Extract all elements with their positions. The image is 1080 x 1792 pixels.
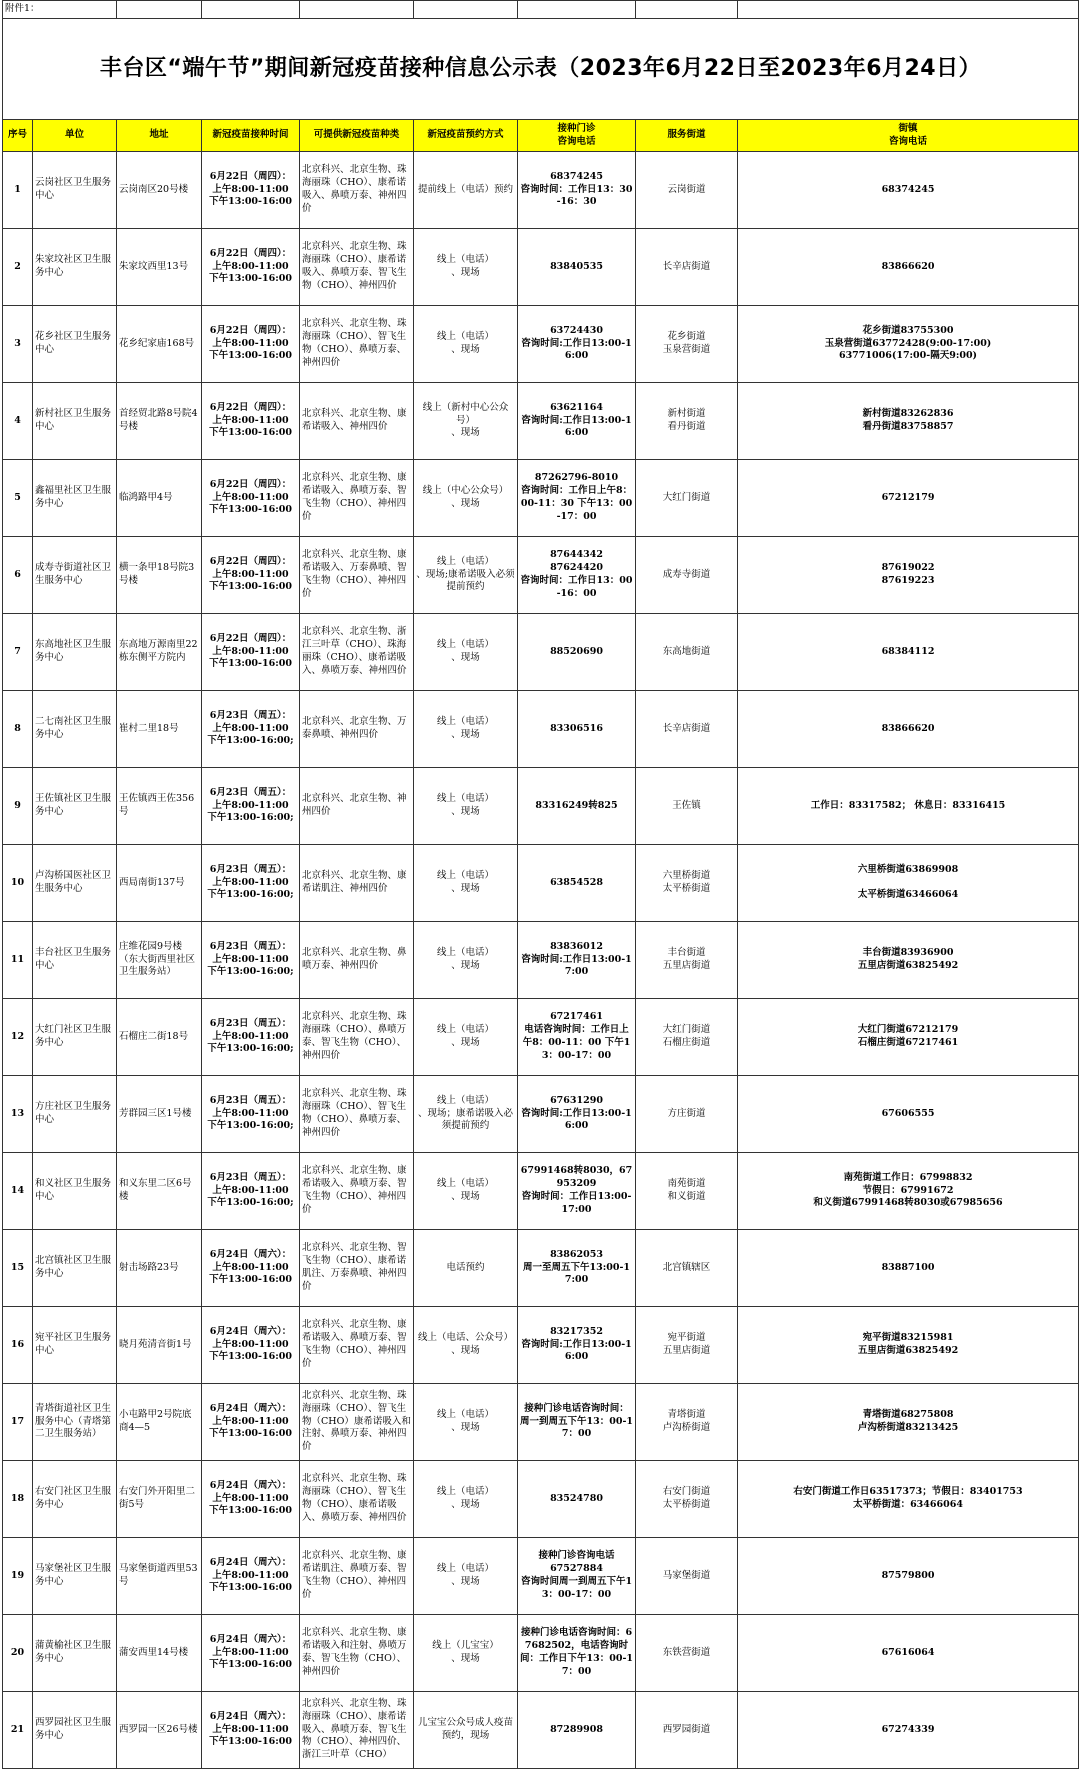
cell-time: 6月23日（周五）： 上午8:00-11:00 下午13:00-16:00; xyxy=(202,922,300,999)
cell-vaccines: 北京科兴、北京生物、神州四价 xyxy=(300,768,414,845)
cell-street-phone: 83866620 xyxy=(738,229,1079,306)
table-row xyxy=(3,1538,1079,1615)
header-unit: 单位 xyxy=(33,120,117,152)
cell-booking: 线上（电话） 、现场；康希诺吸入必须提前预约 xyxy=(414,1076,518,1153)
cell-street: 云岗街道 xyxy=(636,152,738,229)
cell-street: 马家堡街道 xyxy=(636,1538,738,1615)
cell-time: 6月23日（周五）： 上午8:00-11:00 下午13:00-16:00; xyxy=(202,845,300,922)
header-address: 地址 xyxy=(117,120,202,152)
cell-time: 6月24日（周六）： 上午8:00-11:00 下午13:00-16:00 xyxy=(202,1615,300,1692)
cell-booking: 电话预约 xyxy=(414,1230,518,1307)
cell-unit: 王佐镇社区卫生服务中心 xyxy=(33,768,117,845)
cell-address: 马家堡街道西里53号 xyxy=(117,1538,202,1615)
table-row xyxy=(3,1384,1079,1461)
cell-vaccines: 北京科兴、北京生物、万泰鼻喷、神州四价 xyxy=(300,691,414,768)
cell-street-phone: 68374245 xyxy=(738,152,1079,229)
cell-seq: 1 xyxy=(3,152,33,229)
cell-booking: 线上（电话） 、现场 xyxy=(414,1538,518,1615)
cell-clinic-phone: 87289908 xyxy=(518,1692,636,1769)
cell-street-phone: 六里桥街道63869908 太平桥街道63466064 xyxy=(738,845,1079,922)
cell-street: 青塔街道 卢沟桥街道 xyxy=(636,1384,738,1461)
vaccine-info-table xyxy=(2,0,1079,1769)
cell-street-phone: 花乡街道83755300 玉泉营街道63772428(9:00-17:00) 63771006(17:00-隔天9:00) xyxy=(738,306,1079,383)
cell-street-phone: 大红门街道67212179 石榴庄街道67217461 xyxy=(738,999,1079,1076)
cell-booking: 线上（电话） 、现场 xyxy=(414,306,518,383)
cell-seq: 16 xyxy=(3,1307,33,1384)
cell-seq: 21 xyxy=(3,1692,33,1769)
table-row xyxy=(3,1692,1079,1769)
cell-unit: 新村社区卫生服务中心 xyxy=(33,383,117,460)
table-row xyxy=(3,306,1079,383)
cell-time: 6月22日（周四）： 上午8:00-11:00 下午13:00-16:00 xyxy=(202,614,300,691)
cell-address: 云岗南区20号楼 xyxy=(117,152,202,229)
cell-seq: 7 xyxy=(3,614,33,691)
cell-booking: 线上（电话） 、现场 xyxy=(414,1384,518,1461)
cell-vaccines: 北京科兴、北京生物、康希诺吸入、鼻喷万泰、智飞生物（CHO）、神州四价 xyxy=(300,460,414,537)
cell-seq: 2 xyxy=(3,229,33,306)
table-row xyxy=(3,768,1079,845)
cell-street: 宛平街道 五里店街道 xyxy=(636,1307,738,1384)
cell-clinic-phone: 88520690 xyxy=(518,614,636,691)
cell-unit: 东高地社区卫生服务中心 xyxy=(33,614,117,691)
cell-unit: 丰台社区卫生服务中心 xyxy=(33,922,117,999)
table-row xyxy=(3,1307,1079,1384)
cell-seq: 6 xyxy=(3,537,33,614)
cell-time: 6月24日（周六）： 上午8:00-11:00 下午13:00-16:00 xyxy=(202,1230,300,1307)
cell-street-phone: 工作日：83317582； 休息日：83316415 xyxy=(738,768,1079,845)
cell-unit: 方庄社区卫生服务中心 xyxy=(33,1076,117,1153)
cell-clinic-phone: 接种门诊电话咨询时间：周一到周五下午13：00-17：00 xyxy=(518,1384,636,1461)
cell-clinic-phone: 87644342 87624420 咨询时间：工作日13：00-16：00 xyxy=(518,537,636,614)
cell-address: 庄维花园9号楼（东大街西里社区卫生服务站） xyxy=(117,922,202,999)
cell-unit: 大红门社区卫生服务中心 xyxy=(33,999,117,1076)
cell-time: 6月22日（周四）： 上午8:00-11:00 下午13:00-16:00 xyxy=(202,152,300,229)
cell-seq: 11 xyxy=(3,922,33,999)
cell-street: 六里桥街道 太平桥街道 xyxy=(636,845,738,922)
cell-seq: 18 xyxy=(3,1461,33,1538)
cell-vaccines: 北京科兴、北京生物、康希诺吸入、万泰鼻喷、智飞生物（CHO）、神州四价 xyxy=(300,537,414,614)
cell-street: 大红门街道 石榴庄街道 xyxy=(636,999,738,1076)
cell-address: 和义东里二区6号楼 xyxy=(117,1153,202,1230)
attachment-row xyxy=(3,1,1079,19)
cell-clinic-phone: 83836012 咨询时间:工作日13:00-17:00 xyxy=(518,922,636,999)
cell-street-phone: 南苑街道工作日：67998832 节假日：67991672 和义街道67991468转8030或67985656 xyxy=(738,1153,1079,1230)
cell-time: 6月24日（周六）： 上午8:00-11:00 下午13:00-16:00 xyxy=(202,1307,300,1384)
cell-clinic-phone: 63854528 xyxy=(518,845,636,922)
cell-time: 6月22日（周四）： 上午8:00-11:00 下午13:00-16:00 xyxy=(202,229,300,306)
cell-vaccines: 北京科兴、北京生物、鼻喷万泰、神州四价 xyxy=(300,922,414,999)
cell-vaccines: 北京科兴、北京生物、康希诺吸入、神州四价 xyxy=(300,383,414,460)
cell-booking: 线上（电话） 、现场 xyxy=(414,1153,518,1230)
cell-street-phone: 67616064 xyxy=(738,1615,1079,1692)
table-row xyxy=(3,1615,1079,1692)
cell-clinic-phone: 67991468转8030，67953209 咨询时间：工作日13:00-17:00 xyxy=(518,1153,636,1230)
cell-seq: 14 xyxy=(3,1153,33,1230)
cell-booking: 线上（电话、公众号） 、现场 xyxy=(414,1307,518,1384)
cell-address: 东高地万源南里22栋东侧平方院内 xyxy=(117,614,202,691)
cell-address: 西局南街137号 xyxy=(117,845,202,922)
cell-time: 6月24日（周六）： 上午8:00-11:00 下午13:00-16:00 xyxy=(202,1384,300,1461)
cell-unit: 成寿寺街道社区卫生服务中心 xyxy=(33,537,117,614)
cell-vaccines: 北京科兴、北京生物、珠海丽珠（CHO）、康希诺吸入、鼻喷万泰、智飞生物（CHO）、神州四价 xyxy=(300,229,414,306)
cell-seq: 10 xyxy=(3,845,33,922)
cell-booking: 线上（电话） 、现场 xyxy=(414,768,518,845)
cell-unit: 二七南社区卫生服务中心 xyxy=(33,691,117,768)
cell-unit: 蒲黄榆社区卫生服务中心 xyxy=(33,1615,117,1692)
header-clinic-phone: 接种门诊 咨询电话 xyxy=(518,120,636,152)
cell-street-phone: 新村街道83262836 看丹街道83758857 xyxy=(738,383,1079,460)
table-row xyxy=(3,1461,1079,1538)
table-row xyxy=(3,845,1079,922)
cell-unit: 右安门社区卫生服务中心 xyxy=(33,1461,117,1538)
cell-booking: 线上（电话） 、现场 xyxy=(414,1461,518,1538)
cell-vaccines: 北京科兴、北京生物、珠海丽珠（CHO）、智飞生物（CHO）康希诺吸入和注射、鼻喷万泰、神州四价 xyxy=(300,1384,414,1461)
header-street-phone: 街镇 咨询电话 xyxy=(738,120,1079,152)
table-row xyxy=(3,152,1079,229)
cell-clinic-phone: 83306516 xyxy=(518,691,636,768)
cell-street-phone: 83887100 xyxy=(738,1230,1079,1307)
cell-time: 6月22日（周四）： 上午8:00-11:00 下午13:00-16:00 xyxy=(202,460,300,537)
attachment-label: 附件1： xyxy=(3,1,117,19)
cell-vaccines: 北京科兴、北京生物、珠海丽珠（CHO）、康希诺吸入、鼻喷万泰、智飞生物（CHO）、神州四价、浙江三叶草（CHO） xyxy=(300,1692,414,1769)
table-row xyxy=(3,614,1079,691)
cell-street: 花乡街道 玉泉营街道 xyxy=(636,306,738,383)
cell-address: 首经贸北路8号院4号楼 xyxy=(117,383,202,460)
cell-address: 临鸿路甲4号 xyxy=(117,460,202,537)
header-street: 服务街道 xyxy=(636,120,738,152)
cell-seq: 9 xyxy=(3,768,33,845)
cell-unit: 宛平社区卫生服务中心 xyxy=(33,1307,117,1384)
cell-clinic-phone: 63724430 咨询时间:工作日13:00-16:00 xyxy=(518,306,636,383)
cell-street: 大红门街道 xyxy=(636,460,738,537)
cell-seq: 19 xyxy=(3,1538,33,1615)
cell-seq: 5 xyxy=(3,460,33,537)
cell-seq: 13 xyxy=(3,1076,33,1153)
cell-address: 朱家坟西里13号 xyxy=(117,229,202,306)
cell-street: 方庄街道 xyxy=(636,1076,738,1153)
cell-clinic-phone: 83316249转825 xyxy=(518,768,636,845)
cell-clinic-phone: 87262796-8010 咨询时间：工作日上午8：00-11：30 下午13：00-17：00 xyxy=(518,460,636,537)
table-row xyxy=(3,999,1079,1076)
cell-booking: 线上（电话） 、现场 xyxy=(414,691,518,768)
cell-street: 东高地街道 xyxy=(636,614,738,691)
cell-street: 东铁营街道 xyxy=(636,1615,738,1692)
cell-street: 新村街道 看丹街道 xyxy=(636,383,738,460)
header-booking: 新冠疫苗预约方式 xyxy=(414,120,518,152)
cell-street-phone: 67606555 xyxy=(738,1076,1079,1153)
cell-time: 6月24日（周六）： 上午8:00-11:00 下午13:00-16:00 xyxy=(202,1692,300,1769)
cell-vaccines: 北京科兴、北京生物、珠海丽珠（CHO）、康希诺吸入、鼻喷万泰、神州四价 xyxy=(300,152,414,229)
cell-time: 6月23日（周五）： 上午8:00-11:00 下午13:00-16:00; xyxy=(202,768,300,845)
cell-clinic-phone: 接种门诊咨询电话 67527884 咨询时间周一到周五下午13：00-17：00 xyxy=(518,1538,636,1615)
cell-address: 王佐镇西王佐356号 xyxy=(117,768,202,845)
cell-booking: 线上（中心公众号） 、现场 xyxy=(414,460,518,537)
cell-street: 成寿寺街道 xyxy=(636,537,738,614)
table-row xyxy=(3,691,1079,768)
title-row xyxy=(3,19,1079,120)
cell-vaccines: 北京科兴、北京生物、珠海丽珠（CHO）、智飞生物（CHO）、鼻喷万泰、神州四价 xyxy=(300,1076,414,1153)
cell-clinic-phone: 接种门诊电话咨询时间：67682502，电话咨询时间：工作日下午13：00-17：00 xyxy=(518,1615,636,1692)
cell-seq: 3 xyxy=(3,306,33,383)
cell-street: 王佐镇 xyxy=(636,768,738,845)
page-title: 丰台区“端午节”期间新冠疫苗接种信息公示表（2023年6月22日至2023年6月24日） xyxy=(3,19,1079,120)
cell-clinic-phone: 67631290 咨询时间:工作日13:00-16:00 xyxy=(518,1076,636,1153)
cell-seq: 4 xyxy=(3,383,33,460)
cell-street: 长辛店街道 xyxy=(636,691,738,768)
cell-vaccines: 北京科兴、北京生物、浙江三叶草（CHO）、珠海丽珠（CHO）、康希诺吸入、鼻喷万泰、神州四价 xyxy=(300,614,414,691)
cell-vaccines: 北京科兴、北京生物、康希诺吸入和注射、鼻喷万泰、智飞生物（CHO）、神州四价 xyxy=(300,1615,414,1692)
cell-booking: 线上（儿宝宝） 、现场 xyxy=(414,1615,518,1692)
cell-time: 6月22日（周四）： 上午8:00-11:00 下午13:00-16:00 xyxy=(202,383,300,460)
cell-seq: 8 xyxy=(3,691,33,768)
cell-booking: 线上（电话） 、现场;康希诺吸入必须提前预约 xyxy=(414,537,518,614)
cell-unit: 鑫福里社区卫生服务中心 xyxy=(33,460,117,537)
cell-street: 丰台街道 五里店街道 xyxy=(636,922,738,999)
header-seq: 序号 xyxy=(3,120,33,152)
cell-vaccines: 北京科兴、北京生物、珠海丽珠（CHO）、智飞生物（CHO）、鼻喷万泰、神州四价 xyxy=(300,306,414,383)
cell-clinic-phone: 68374245 咨询时间：工作日13：30-16：30 xyxy=(518,152,636,229)
cell-street-phone: 87579800 xyxy=(738,1538,1079,1615)
cell-time: 6月24日（周六）： 上午8:00-11:00 下午13:00-16:00 xyxy=(202,1538,300,1615)
table-row xyxy=(3,1153,1079,1230)
cell-time: 6月23日（周五）： 上午8:00-11:00 下午13:00-16:00; xyxy=(202,1153,300,1230)
cell-street-phone: 68384112 xyxy=(738,614,1079,691)
cell-vaccines: 北京科兴、北京生物、康希诺肌注、鼻喷万泰、智飞生物（CHO）、神州四价 xyxy=(300,1538,414,1615)
cell-time: 6月23日（周五）： 上午8:00-11:00 下午13:00-16:00; xyxy=(202,999,300,1076)
cell-address: 崔村二里18号 xyxy=(117,691,202,768)
cell-clinic-phone: 83217352 咨询时间:工作日13:00-16:00 xyxy=(518,1307,636,1384)
cell-unit: 马家堡社区卫生服务中心 xyxy=(33,1538,117,1615)
cell-seq: 17 xyxy=(3,1384,33,1461)
cell-vaccines: 北京科兴、北京生物、珠海丽珠（CHO）、鼻喷万泰、智飞生物（CHO）、神州四价 xyxy=(300,999,414,1076)
cell-unit: 卢沟桥国医社区卫生服务中心 xyxy=(33,845,117,922)
cell-address: 芳群园三区1号楼 xyxy=(117,1076,202,1153)
cell-unit: 和义社区卫生服务中心 xyxy=(33,1153,117,1230)
cell-clinic-phone: 63621164 咨询时间:工作日13:00-16:00 xyxy=(518,383,636,460)
cell-clinic-phone: 83524780 xyxy=(518,1461,636,1538)
cell-booking: 线上（电话） 、现场 xyxy=(414,845,518,922)
cell-street: 右安门街道 太平桥街道 xyxy=(636,1461,738,1538)
cell-unit: 北宫镇社区卫生服务中心 xyxy=(33,1230,117,1307)
cell-street-phone: 87619022 87619223 xyxy=(738,537,1079,614)
cell-time: 6月24日（周六）： 上午8:00-11:00 下午13:00-16:00 xyxy=(202,1461,300,1538)
cell-street: 长辛店街道 xyxy=(636,229,738,306)
cell-vaccines: 北京科兴、北京生物、智飞生物（CHO）、康希诺肌注、万泰鼻喷、神州四价 xyxy=(300,1230,414,1307)
cell-booking: 线上（新村中心公众号） 、现场 xyxy=(414,383,518,460)
cell-seq: 15 xyxy=(3,1230,33,1307)
cell-unit: 花乡社区卫生服务中心 xyxy=(33,306,117,383)
table-row xyxy=(3,537,1079,614)
cell-booking: 线上（电话） 、现场 xyxy=(414,999,518,1076)
cell-vaccines: 北京科兴、北京生物、珠海丽珠（CHO）、智飞生物（CHO）、康希诺吸入、鼻喷万泰、神州四价 xyxy=(300,1461,414,1538)
cell-unit: 青塔街道社区卫生服务中心（青塔第二卫生服务站） xyxy=(33,1384,117,1461)
cell-time: 6月22日（周四）： 上午8:00-11:00 下午13:00-16:00 xyxy=(202,306,300,383)
cell-booking: 线上（电话） 、现场 xyxy=(414,229,518,306)
cell-time: 6月22日（周四）： 上午8:00-11:00 下午13:00-16:00 xyxy=(202,537,300,614)
table-row xyxy=(3,383,1079,460)
cell-booking: 提前线上（电话）预约 xyxy=(414,152,518,229)
cell-clinic-phone: 83862053 周一至周五下午13:00-17:00 xyxy=(518,1230,636,1307)
cell-time: 6月23日（周五）： 上午8:00-11:00 下午13:00-16:00; xyxy=(202,691,300,768)
cell-address: 西罗园一区26号楼 xyxy=(117,1692,202,1769)
cell-address: 横一条甲18号院3号楼 xyxy=(117,537,202,614)
cell-street-phone: 丰台街道83936900 五里店街道63825492 xyxy=(738,922,1079,999)
header-vaccines: 可提供新冠疫苗种类 xyxy=(300,120,414,152)
table-row xyxy=(3,229,1079,306)
cell-address: 蒲安西里14号楼 xyxy=(117,1615,202,1692)
cell-street-phone: 右安门街道工作日63517373；节假日：83401753 太平桥街道：63466064 xyxy=(738,1461,1079,1538)
table-row xyxy=(3,1076,1079,1153)
cell-seq: 12 xyxy=(3,999,33,1076)
cell-unit: 云岗社区卫生服务中心 xyxy=(33,152,117,229)
cell-address: 石榴庄二街18号 xyxy=(117,999,202,1076)
cell-address: 晓月苑清音街1号 xyxy=(117,1307,202,1384)
cell-street-phone: 67274339 xyxy=(738,1692,1079,1769)
cell-unit: 朱家坟社区卫生服务中心 xyxy=(33,229,117,306)
cell-unit: 西罗园社区卫生服务中心 xyxy=(33,1692,117,1769)
cell-vaccines: 北京科兴、北京生物、康希诺吸入、鼻喷万泰、智飞生物（CHO）、神州四价 xyxy=(300,1153,414,1230)
cell-address: 右安门外开阳里二街5号 xyxy=(117,1461,202,1538)
cell-street-phone: 宛平街道83215981 五里店街道63825492 xyxy=(738,1307,1079,1384)
cell-street: 南苑街道 和义街道 xyxy=(636,1153,738,1230)
cell-address: 花乡纪家庙168号 xyxy=(117,306,202,383)
cell-street-phone: 67212179 xyxy=(738,460,1079,537)
header-row xyxy=(3,120,1079,152)
cell-clinic-phone: 83840535 xyxy=(518,229,636,306)
table-row xyxy=(3,460,1079,537)
header-time: 新冠疫苗接种时间 xyxy=(202,120,300,152)
cell-street-phone: 83866620 xyxy=(738,691,1079,768)
table-row xyxy=(3,1230,1079,1307)
cell-clinic-phone: 67217461 电话咨询时间：工作日上午8：00-11：00 下午13：00-17：00 xyxy=(518,999,636,1076)
cell-seq: 20 xyxy=(3,1615,33,1692)
table-row xyxy=(3,922,1079,999)
cell-address: 小屯路甲2号院底商4—5 xyxy=(117,1384,202,1461)
cell-booking: 线上（电话） 、现场 xyxy=(414,614,518,691)
cell-booking: 线上（电话） 、现场 xyxy=(414,922,518,999)
cell-booking: 儿宝宝公众号成人疫苗预约，现场 xyxy=(414,1692,518,1769)
cell-vaccines: 北京科兴、北京生物、康希诺肌注、神州四价 xyxy=(300,845,414,922)
cell-street: 北宫镇辖区 xyxy=(636,1230,738,1307)
cell-street-phone: 青塔街道68275808 卢沟桥街道83213425 xyxy=(738,1384,1079,1461)
cell-time: 6月23日（周五）： 上午8:00-11:00 下午13:00-16:00; xyxy=(202,1076,300,1153)
cell-street: 西罗园街道 xyxy=(636,1692,738,1769)
cell-address: 射击场路23号 xyxy=(117,1230,202,1307)
cell-vaccines: 北京科兴、北京生物、康希诺吸入、鼻喷万泰、智飞生物（CHO）、神州四价 xyxy=(300,1307,414,1384)
